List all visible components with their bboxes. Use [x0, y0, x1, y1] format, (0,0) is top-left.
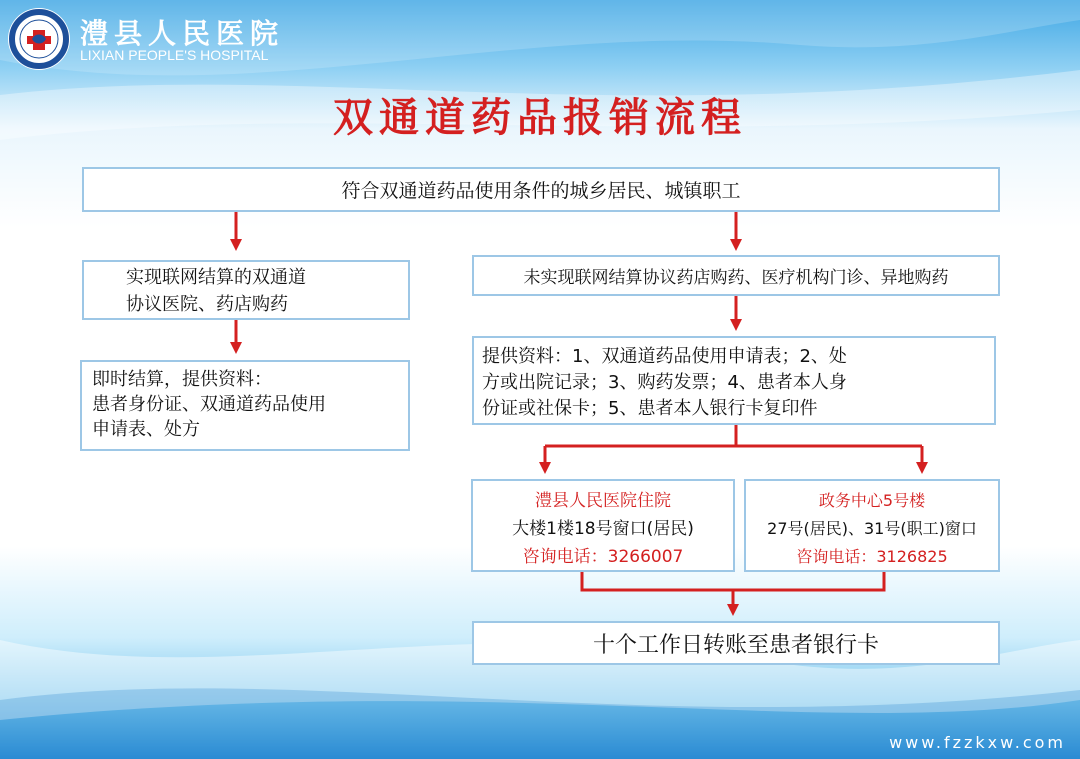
- right-step2-line: 提供资料：1、双通道药品使用申请表；2、处: [482, 346, 847, 367]
- left-step2-box: [80, 360, 410, 451]
- hospital-name-en: LIXIAN PEOPLE'S HOSPITAL: [80, 47, 269, 63]
- location2-detail: 27号(居民)、31号(职工)窗口: [767, 519, 977, 538]
- left-step1-box: [82, 260, 410, 320]
- hospital-name-cn: 澧县人民医院: [80, 17, 285, 50]
- left-step1-line: 实现联网结算的双通道: [126, 267, 306, 288]
- hospital-logo-icon: [6, 6, 72, 72]
- location1-name: 澧县人民医院住院: [535, 491, 671, 511]
- location1-box: [471, 479, 735, 572]
- right-step2-box: [472, 336, 996, 425]
- location2-name: 政务中心5号楼: [818, 491, 926, 510]
- location2-box: [744, 479, 1000, 572]
- left-step2-line: 患者身份证、双通道药品使用: [92, 394, 326, 415]
- start-box: [82, 167, 1000, 212]
- right-step2-line: 方或出院记录；3、购药发票；4、患者本人身: [482, 372, 847, 393]
- page-title: 双通道药品报销流程: [333, 95, 747, 141]
- left-step2-line: 即时结算，提供资料：: [92, 369, 272, 390]
- right-step1-box: [472, 255, 1000, 296]
- final-box: [472, 621, 1000, 665]
- left-step1-line: 协议医院、药店购药: [126, 294, 288, 315]
- final-text: 十个工作日转账至患者银行卡: [592, 632, 879, 658]
- right-step1-text: 未实现联网结算协议药店购药、医疗机构门诊、异地购药: [523, 268, 949, 288]
- watermark: www.fzzkxw.com: [889, 733, 1066, 752]
- location1-detail: 大楼1楼18号窗口(居民): [512, 519, 694, 539]
- start-text: 符合双通道药品使用条件的城乡居民、城镇职工: [341, 180, 741, 202]
- right-step2-line: 份证或社保卡；5、患者本人银行卡复印件: [482, 398, 818, 419]
- left-step2-line: 申请表、处方: [92, 419, 200, 440]
- location2-phone: 咨询电话：3126825: [796, 547, 948, 566]
- location1-phone: 咨询电话：3266007: [522, 547, 684, 567]
